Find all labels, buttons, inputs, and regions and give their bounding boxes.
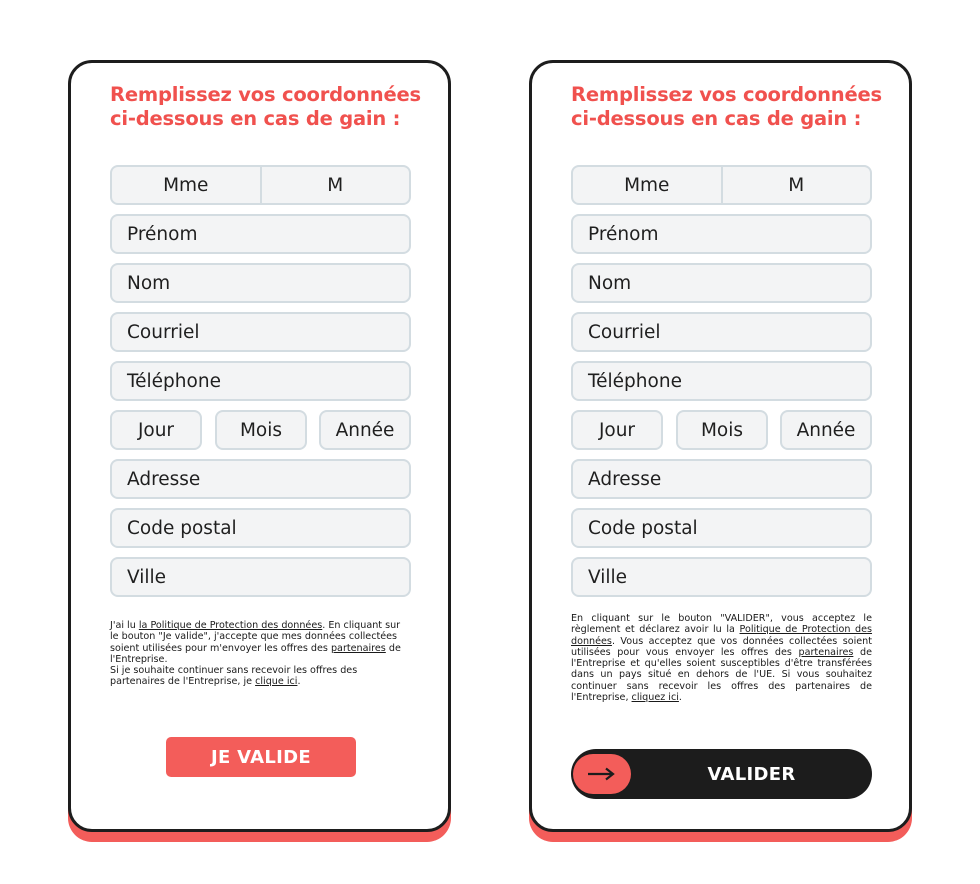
birth-day-field[interactable]: Jour xyxy=(110,410,202,450)
birth-year-field[interactable]: Année xyxy=(780,410,872,450)
postal-code-field[interactable]: Code postal xyxy=(571,508,872,548)
birth-month-field[interactable]: Mois xyxy=(676,410,768,450)
legal-text: Si je souhaite continuer sans recevoir les offres des partenaires de l'Entreprise, je xyxy=(110,665,358,688)
lastname-field[interactable]: Nom xyxy=(571,263,872,303)
submit-button[interactable]: JE VALIDE xyxy=(166,737,356,777)
civility-m-option[interactable]: M xyxy=(721,167,871,203)
form-card-right xyxy=(529,60,912,842)
legal-text: . xyxy=(297,676,301,688)
form-card-left xyxy=(68,60,451,842)
legal-text: de l'Entreprise et qu'elles soient susceptibles d'être transférées dans un pays situé en dehors de l'UE. Si vous souhaitez continuer sans recevoir les offres des partenaires de l'Entreprise, xyxy=(571,646,872,704)
civility-mme-option[interactable]: Mme xyxy=(163,174,209,196)
legal-text: J'ai lu xyxy=(110,620,139,631)
firstname-field[interactable]: Prénom xyxy=(110,214,411,254)
legal-text: En cliquant sur le bouton "VALIDER", vous acceptez le règlement et déclarez avoir lu la xyxy=(571,613,872,636)
partners-link[interactable]: partenaires xyxy=(798,646,854,658)
legal-paragraph-2 xyxy=(110,665,411,688)
legal-notice xyxy=(110,620,411,688)
phone-field[interactable]: Téléphone xyxy=(571,361,872,401)
civility-m-option[interactable]: M xyxy=(260,167,410,203)
partners-link[interactable]: partenaires xyxy=(330,642,386,654)
opt-out-link[interactable]: cliquez ici xyxy=(631,692,679,704)
legal-text: de l'Entreprise. xyxy=(110,642,401,665)
address-field[interactable]: Adresse xyxy=(110,459,411,499)
headline-line-2: ci-dessous en cas de gain : xyxy=(110,107,401,130)
phone-field[interactable]: Téléphone xyxy=(110,361,411,401)
civility-selector xyxy=(110,165,411,205)
opt-out-link[interactable]: clique ici xyxy=(255,676,298,688)
birth-day-field[interactable]: Jour xyxy=(571,410,663,450)
civility-mme-option[interactable]: Mme xyxy=(624,174,670,196)
email-field[interactable]: Courriel xyxy=(571,312,872,352)
legal-notice xyxy=(571,613,872,703)
city-field[interactable]: Ville xyxy=(571,557,872,597)
civility-selector xyxy=(571,165,872,205)
headline-line-1: Remplissez vos coordonnées xyxy=(110,83,421,106)
valider-button-label: VALIDER xyxy=(707,763,796,785)
lastname-field[interactable]: Nom xyxy=(110,263,411,303)
arrow-right-icon xyxy=(573,754,631,794)
firstname-field[interactable]: Prénom xyxy=(571,214,872,254)
birth-year-field[interactable]: Année xyxy=(319,410,411,450)
form-headline xyxy=(110,83,430,131)
form-card xyxy=(68,60,451,832)
headline-line-1: Remplissez vos coordonnées xyxy=(571,83,882,106)
postal-code-field[interactable]: Code postal xyxy=(110,508,411,548)
legal-paragraph-1 xyxy=(110,620,411,665)
form-card xyxy=(529,60,912,832)
city-field[interactable]: Ville xyxy=(110,557,411,597)
address-field[interactable]: Adresse xyxy=(571,459,872,499)
legal-text: . xyxy=(678,692,682,704)
privacy-policy-link[interactable]: la Politique de Protection des données xyxy=(138,620,323,631)
legal-text: . Vous acceptez que vos données collectées soient utilisées pour vous envoyer les offres des xyxy=(571,635,872,658)
valider-button[interactable] xyxy=(571,749,872,799)
legal-paragraph xyxy=(571,613,872,703)
headline-line-2: ci-dessous en cas de gain : xyxy=(571,107,862,130)
privacy-policy-link[interactable]: Politique de Protection des données xyxy=(571,624,873,647)
form-headline xyxy=(571,83,891,131)
email-field[interactable]: Courriel xyxy=(110,312,411,352)
legal-text: . En cliquant sur le bouton "Je valide", j'accepte que mes données collectées soient utilisées pour m'envoyer les offres des xyxy=(110,620,401,654)
birth-month-field[interactable]: Mois xyxy=(215,410,307,450)
